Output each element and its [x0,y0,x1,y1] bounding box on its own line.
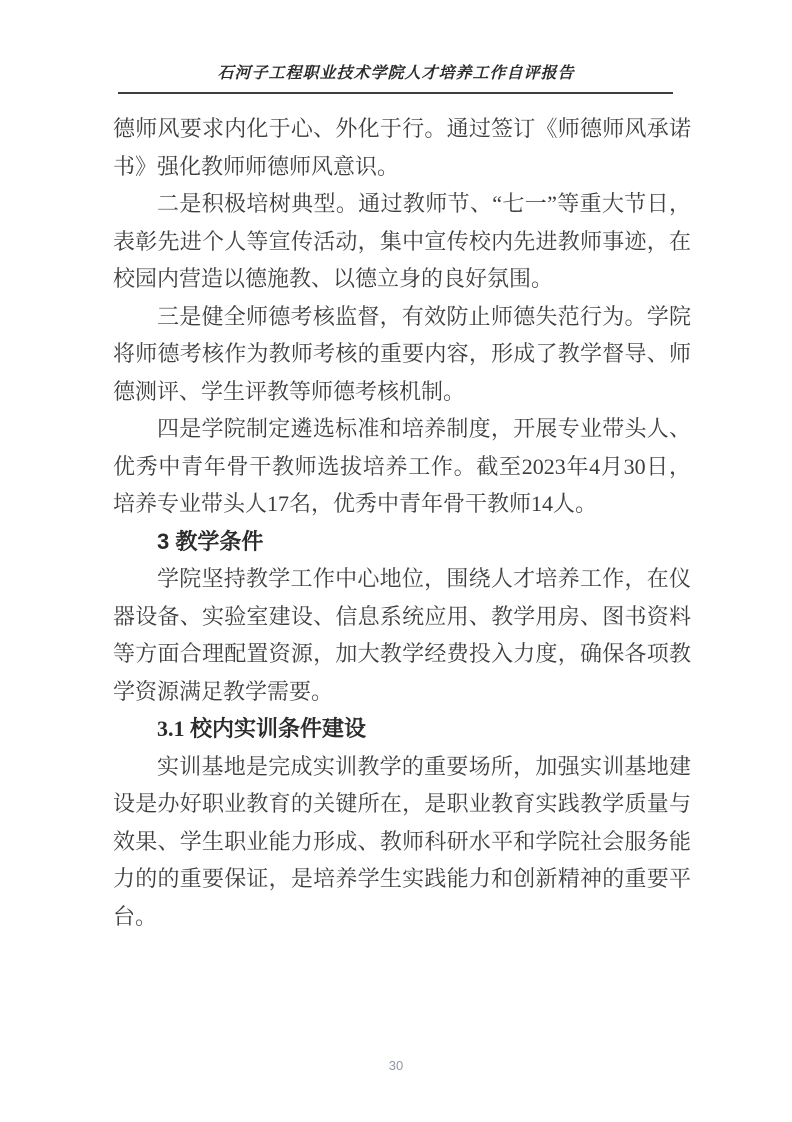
paragraph: 学院坚持教学工作中心地位，围绕人才培养工作，在仪器设备、实验室建设、信息系统应用、教学用房、图书资料等方面合理配置资源，加大教学经费投入力度，确保各项教学资源满足教学需要。 [113,566,691,704]
paragraph: 德师风要求内化于心、外化于行。通过签订《师德师风承诺书》强化教师师德师风意识。 [113,116,691,179]
header-rule [118,92,673,94]
section-heading: 3 教学条件 [157,528,264,554]
paragraph: 四是学院制定遴选标准和培养制度，开展专业带头人、优秀中青年骨干教师选拔培养工作。截至2023年4月30日，培养专业带头人17名，优秀中青年骨干教师14人。 [113,416,691,516]
header-title: 石河子工程职业技术学院人才培养工作自评报告 [217,65,575,82]
paragraph: 二是积极培树典型。通过教师节、“七一”等重大节日，表彰先进个人等宣传活动，集中宣传校内先进教师事迹，在校园内营造以德施教、以德立身的良好氛围。 [113,191,691,291]
document-body [113,110,691,935]
paragraph: 实训基地是完成实训教学的重要场所，加强实训基地建设是办好职业教育的关键所在，是职业教育实践教学质量与效果、学生职业能力形成、教师科研水平和学院社会服务能力的的重要保证，是培养学生实践能力和创新精神的重要平台。 [113,753,691,929]
subsection-heading: 3.1 校内实训条件建设 [157,716,367,741]
paragraph: 三是健全师德考核监督，有效防止师德失范行为。学院将师德考核作为教师考核的重要内容，形成了教学督导、师德测评、学生评教等师德考核机制。 [113,303,691,404]
page-number: 30 [388,1058,404,1073]
